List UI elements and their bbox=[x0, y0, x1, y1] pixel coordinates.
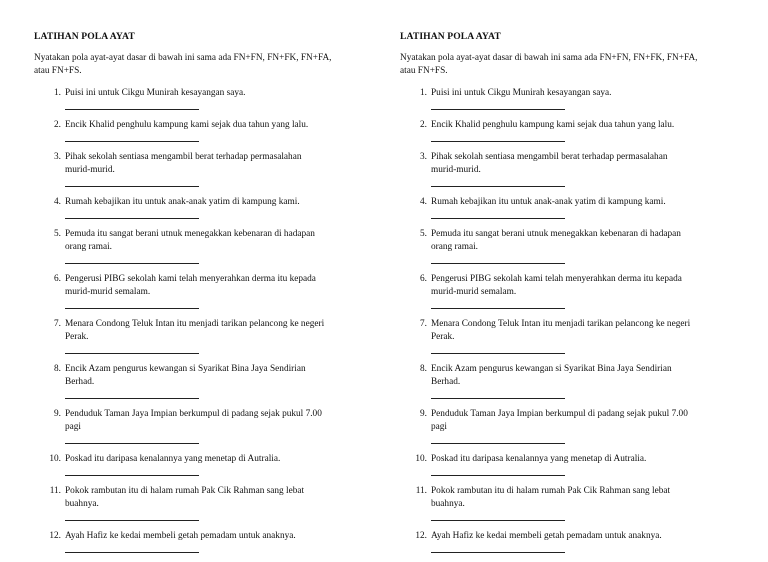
question-body bbox=[431, 318, 740, 361]
answer-blank-line[interactable] bbox=[431, 434, 565, 444]
worksheet-right bbox=[400, 30, 740, 562]
answer-blank-line[interactable] bbox=[65, 177, 199, 187]
question-body bbox=[65, 408, 374, 451]
question-text: murid-murid semalam. bbox=[65, 287, 151, 297]
question-number: 4. bbox=[420, 197, 427, 207]
answer-blank-line[interactable] bbox=[431, 132, 565, 142]
question-item bbox=[34, 530, 374, 560]
question-body bbox=[431, 87, 740, 117]
question-text: Perak. bbox=[65, 332, 89, 342]
question-body bbox=[65, 273, 374, 316]
question-text: Encik Khalid penghulu kampung kami sejak dua tahun yang lalu. bbox=[65, 120, 309, 130]
question-item bbox=[400, 485, 740, 528]
question-number: 9. bbox=[54, 409, 61, 419]
answer-blank-line[interactable] bbox=[431, 299, 565, 309]
question-text: pagi bbox=[431, 422, 448, 432]
question-item bbox=[400, 273, 740, 316]
question-number: 10. bbox=[415, 454, 427, 464]
instruction-line: Nyatakan pola ayat-ayat dasar di bawah ini sama ada FN+FN, FN+FK, FN+FA, bbox=[34, 53, 332, 63]
question-text: Penduduk Taman Jaya Impian berkumpul di padang sejak pukul 7.00 bbox=[431, 409, 688, 419]
question-item bbox=[400, 87, 740, 117]
question-number: 9. bbox=[420, 409, 427, 419]
question-text: Puisi ini untuk Cikgu Munirah kesayangan saya. bbox=[431, 88, 612, 98]
worksheet-left bbox=[34, 30, 374, 562]
question-text: Pokok rambutan itu di halam rumah Pak Cik Rahman sang lebat bbox=[65, 486, 305, 496]
question-number: 11. bbox=[415, 486, 427, 496]
question-text: Pokok rambutan itu di halam rumah Pak Cik Rahman sang lebat bbox=[431, 486, 671, 496]
answer-blank-line[interactable] bbox=[431, 466, 565, 476]
question-item bbox=[34, 485, 374, 528]
question-text: Menara Condong Teluk Intan itu menjadi tarikan pelancong ke negeri bbox=[65, 319, 325, 329]
question-number: 6. bbox=[54, 274, 61, 284]
question-number: 12. bbox=[415, 531, 427, 541]
question-body bbox=[431, 196, 740, 226]
question-text: orang ramai. bbox=[65, 242, 112, 252]
question-text: Encik Azam pengurus kewangan si Syarikat Bina Jaya Sendirian bbox=[65, 364, 306, 374]
question-text: buahnya. bbox=[65, 499, 99, 509]
question-item bbox=[34, 453, 374, 483]
question-item bbox=[400, 228, 740, 271]
question-number: 11. bbox=[49, 486, 61, 496]
question-text: Pemuda itu sangat berani utnuk menegakkan kebenaran di hadapan bbox=[65, 229, 315, 239]
question-text: murid-murid. bbox=[65, 165, 115, 175]
question-item bbox=[400, 318, 740, 361]
question-body bbox=[65, 530, 374, 560]
question-text: Pengerusi PIBG sekolah kami telah menyerahkan derma itu kepada bbox=[431, 274, 682, 284]
answer-blank-line[interactable] bbox=[65, 299, 199, 309]
question-text: Rumah kebajikan itu untuk anak-anak yatim di kampung kami. bbox=[431, 197, 666, 207]
answer-blank-line[interactable] bbox=[65, 344, 199, 354]
question-text: Pengerusi PIBG sekolah kami telah menyerahkan derma itu kepada bbox=[65, 274, 316, 284]
question-number: 7. bbox=[54, 319, 61, 329]
answer-blank-line[interactable] bbox=[65, 254, 199, 264]
question-item bbox=[34, 151, 374, 194]
instruction-line: atau FN+FS. bbox=[34, 66, 82, 76]
question-number: 12. bbox=[49, 531, 61, 541]
worksheet-instruction bbox=[400, 52, 740, 78]
question-body bbox=[65, 151, 374, 194]
question-body bbox=[65, 119, 374, 149]
question-text: Ayah Hafiz ke kedai membeli getah pemadam untuk anaknya. bbox=[431, 531, 662, 541]
question-body bbox=[65, 228, 374, 271]
question-item bbox=[400, 363, 740, 406]
instruction-line: Nyatakan pola ayat-ayat dasar di bawah ini sama ada FN+FN, FN+FK, FN+FA, bbox=[400, 53, 698, 63]
question-item bbox=[34, 119, 374, 149]
answer-blank-line[interactable] bbox=[431, 389, 565, 399]
question-text: Berhad. bbox=[431, 377, 461, 387]
question-body bbox=[65, 87, 374, 117]
question-text: Encik Azam pengurus kewangan si Syarikat Bina Jaya Sendirian bbox=[431, 364, 672, 374]
question-item bbox=[400, 530, 740, 560]
question-item bbox=[400, 119, 740, 149]
question-body bbox=[431, 363, 740, 406]
worksheet-title: LATIHAN POLA AYAT bbox=[34, 31, 135, 42]
question-item bbox=[34, 87, 374, 117]
question-list bbox=[400, 87, 740, 560]
instruction-line: atau FN+FS. bbox=[400, 66, 448, 76]
question-number: 2. bbox=[54, 120, 61, 130]
answer-blank-line[interactable] bbox=[65, 132, 199, 142]
worksheet-instruction bbox=[34, 52, 374, 78]
question-body bbox=[431, 228, 740, 271]
question-item bbox=[34, 318, 374, 361]
question-item bbox=[400, 151, 740, 194]
question-number: 3. bbox=[54, 152, 61, 162]
question-text: Pihak sekolah sentiasa mengambil berat terhadap permasalahan bbox=[65, 152, 302, 162]
question-item bbox=[34, 273, 374, 316]
question-text: Ayah Hafiz ke kedai membeli getah pemadam untuk anaknya. bbox=[65, 531, 296, 541]
question-body bbox=[431, 453, 740, 483]
question-item bbox=[34, 228, 374, 271]
question-text: Pihak sekolah sentiasa mengambil berat terhadap permasalahan bbox=[431, 152, 668, 162]
question-body bbox=[431, 119, 740, 149]
question-body bbox=[65, 485, 374, 528]
question-text: Encik Khalid penghulu kampung kami sejak dua tahun yang lalu. bbox=[431, 120, 675, 130]
question-item bbox=[400, 453, 740, 483]
question-number: 5. bbox=[54, 229, 61, 239]
question-number: 3. bbox=[420, 152, 427, 162]
question-body bbox=[65, 318, 374, 361]
question-text: Poskad itu daripasa kenalannya yang menetap di Autralia. bbox=[65, 454, 281, 464]
answer-blank-line[interactable] bbox=[65, 543, 199, 553]
question-item bbox=[400, 196, 740, 226]
question-number: 10. bbox=[49, 454, 61, 464]
question-list bbox=[34, 87, 374, 560]
question-number: 5. bbox=[420, 229, 427, 239]
question-number: 7. bbox=[420, 319, 427, 329]
answer-blank-line[interactable] bbox=[65, 511, 199, 521]
answer-blank-line[interactable] bbox=[431, 543, 565, 553]
question-text: Penduduk Taman Jaya Impian berkumpul di padang sejak pukul 7.00 bbox=[65, 409, 322, 419]
answer-blank-line[interactable] bbox=[65, 209, 199, 219]
answer-blank-line[interactable] bbox=[431, 511, 565, 521]
answer-blank-line[interactable] bbox=[431, 177, 565, 187]
question-number: 2. bbox=[420, 120, 427, 130]
question-number: 8. bbox=[54, 364, 61, 374]
question-number: 1. bbox=[54, 88, 61, 98]
question-number: 4. bbox=[54, 197, 61, 207]
question-body bbox=[65, 363, 374, 406]
answer-blank-line[interactable] bbox=[431, 209, 565, 219]
answer-blank-line[interactable] bbox=[65, 389, 199, 399]
question-item bbox=[34, 363, 374, 406]
answer-blank-line[interactable] bbox=[65, 434, 199, 444]
question-text: Poskad itu daripasa kenalannya yang menetap di Autralia. bbox=[431, 454, 647, 464]
answer-blank-line[interactable] bbox=[65, 100, 199, 110]
question-text: Puisi ini untuk Cikgu Munirah kesayangan saya. bbox=[65, 88, 246, 98]
question-text: murid-murid. bbox=[431, 165, 481, 175]
question-item bbox=[400, 408, 740, 451]
question-body bbox=[65, 453, 374, 483]
question-text: Pemuda itu sangat berani utnuk menegakkan kebenaran di hadapan bbox=[431, 229, 681, 239]
question-body bbox=[431, 530, 740, 560]
question-number: 1. bbox=[420, 88, 427, 98]
question-text: Rumah kebajikan itu untuk anak-anak yatim di kampung kami. bbox=[65, 197, 300, 207]
question-number: 8. bbox=[420, 364, 427, 374]
question-body bbox=[431, 485, 740, 528]
question-number: 6. bbox=[420, 274, 427, 284]
question-text: Menara Condong Teluk Intan itu menjadi tarikan pelancong ke negeri bbox=[431, 319, 691, 329]
question-body bbox=[65, 196, 374, 226]
question-body bbox=[431, 273, 740, 316]
answer-blank-line[interactable] bbox=[65, 466, 199, 476]
answer-blank-line[interactable] bbox=[431, 100, 565, 110]
question-text: Berhad. bbox=[65, 377, 95, 387]
question-item bbox=[34, 408, 374, 451]
question-text: buahnya. bbox=[431, 499, 465, 509]
question-text: orang ramai. bbox=[431, 242, 478, 252]
worksheet-title: LATIHAN POLA AYAT bbox=[400, 31, 501, 42]
question-body bbox=[431, 408, 740, 451]
question-text: murid-murid semalam. bbox=[431, 287, 517, 297]
question-body bbox=[431, 151, 740, 194]
answer-blank-line[interactable] bbox=[431, 254, 565, 264]
question-item bbox=[34, 196, 374, 226]
answer-blank-line[interactable] bbox=[431, 344, 565, 354]
question-text: pagi bbox=[65, 422, 82, 432]
question-text: Perak. bbox=[431, 332, 455, 342]
